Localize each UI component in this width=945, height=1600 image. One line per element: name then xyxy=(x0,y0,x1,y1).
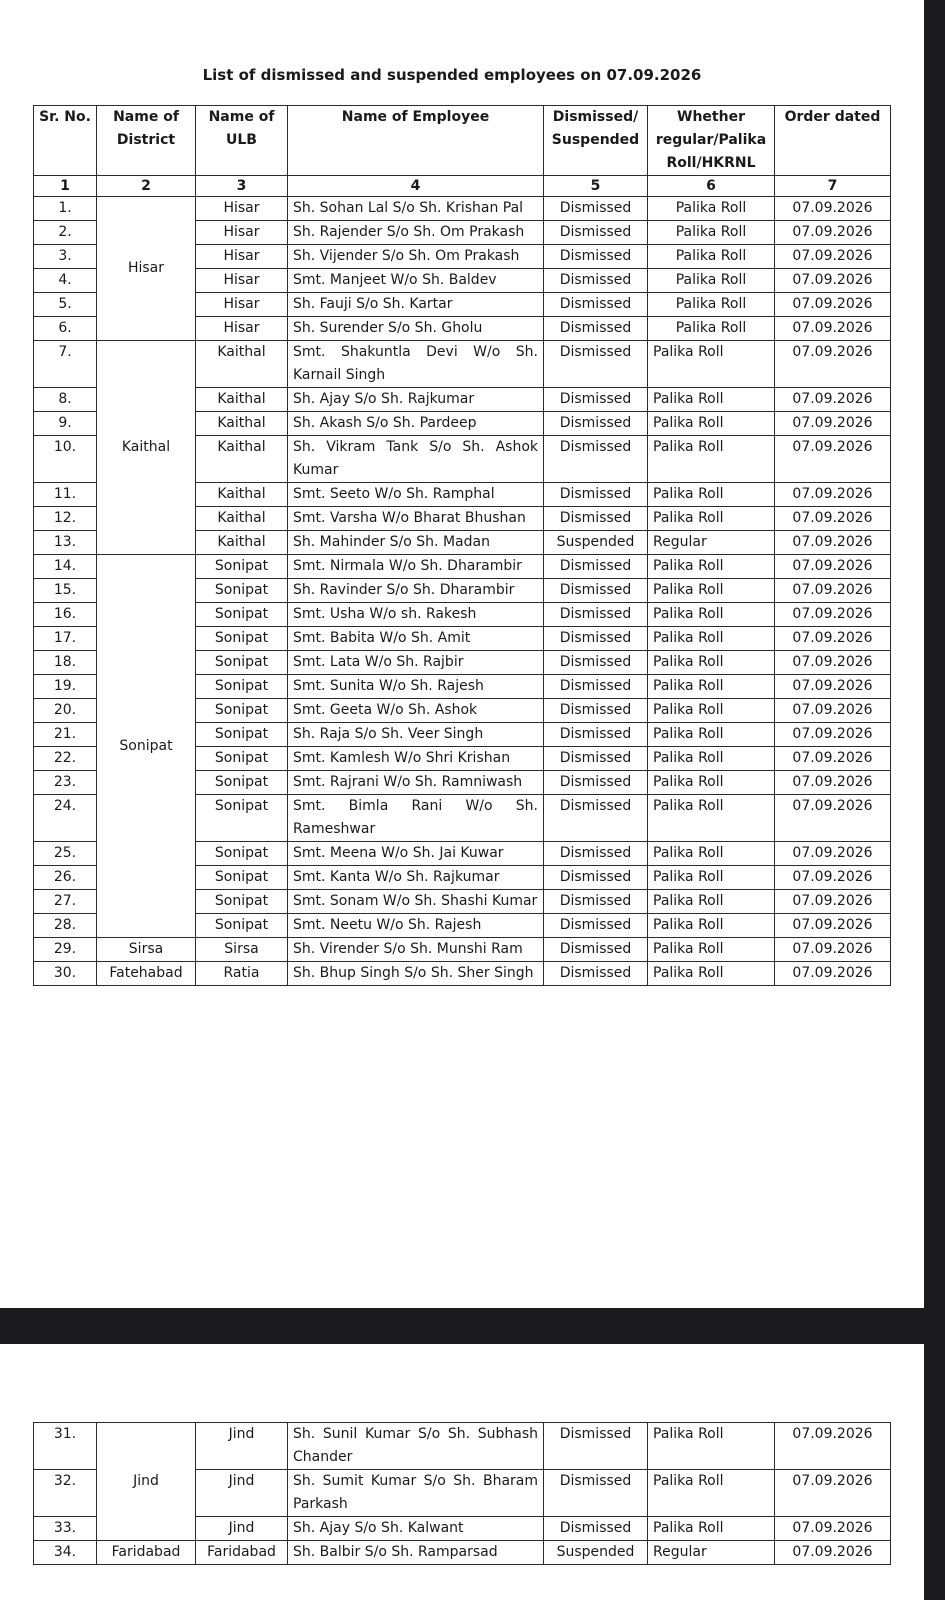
col-index: 2 xyxy=(97,176,196,197)
cell-order-date: 07.09.2026 xyxy=(775,747,891,771)
cell-employment-type: Palika Roll xyxy=(648,603,775,627)
cell-order-date: 07.09.2026 xyxy=(775,890,891,914)
cell-ulb: Kaithal xyxy=(196,388,288,412)
cell-employment-type: Palika Roll xyxy=(648,412,775,436)
cell-ulb: Sirsa xyxy=(196,938,288,962)
col-index: 3 xyxy=(196,176,288,197)
cell-sr-no: 2. xyxy=(34,221,97,245)
table-row xyxy=(34,938,891,962)
cell-status: Dismissed xyxy=(544,293,648,317)
cell-ulb: Jind xyxy=(196,1517,288,1541)
cell-ulb: Sonipat xyxy=(196,555,288,579)
cell-employee-name: Sh. Akash S/o Sh. Pardeep xyxy=(288,412,544,436)
cell-order-date: 07.09.2026 xyxy=(775,269,891,293)
cell-employee-name: Smt. Nirmala W/o Sh. Dharambir xyxy=(288,555,544,579)
cell-employment-type: Palika Roll xyxy=(648,627,775,651)
cell-employee-name: Sh. Vikram Tank S/o Sh. Ashok Kumar xyxy=(288,436,544,483)
cell-employee-name: Smt. Sonam W/o Sh. Shashi Kumar xyxy=(288,890,544,914)
header-district: Name of District xyxy=(97,106,196,176)
cell-ulb: Kaithal xyxy=(196,341,288,388)
cell-status: Dismissed xyxy=(544,962,648,986)
cell-ulb: Sonipat xyxy=(196,579,288,603)
cell-employment-type: Palika Roll xyxy=(648,747,775,771)
cell-employment-type: Palika Roll xyxy=(648,938,775,962)
header-sr-no: Sr. No. xyxy=(34,106,97,176)
cell-status: Dismissed xyxy=(544,1470,648,1517)
cell-order-date: 07.09.2026 xyxy=(775,1423,891,1470)
cell-order-date: 07.09.2026 xyxy=(775,675,891,699)
cell-order-date: 07.09.2026 xyxy=(775,436,891,483)
cell-status: Dismissed xyxy=(544,221,648,245)
cell-status: Dismissed xyxy=(544,842,648,866)
cell-order-date: 07.09.2026 xyxy=(775,627,891,651)
cell-sr-no: 25. xyxy=(34,842,97,866)
cell-employment-type: Palika Roll xyxy=(648,555,775,579)
cell-employment-type: Palika Roll xyxy=(648,675,775,699)
cell-employee-name: Smt. Seeto W/o Sh. Ramphal xyxy=(288,483,544,507)
header-ulb: Name of ULB xyxy=(196,106,288,176)
cell-employment-type: Palika Roll xyxy=(648,293,775,317)
header-employee: Name of Employee xyxy=(288,106,544,176)
cell-employee-name: Smt. Varsha W/o Bharat Bhushan xyxy=(288,507,544,531)
cell-status: Dismissed xyxy=(544,579,648,603)
cell-order-date: 07.09.2026 xyxy=(775,579,891,603)
employee-table xyxy=(33,105,891,986)
cell-status: Dismissed xyxy=(544,317,648,341)
cell-status: Dismissed xyxy=(544,723,648,747)
cell-sr-no: 11. xyxy=(34,483,97,507)
cell-district: Jind xyxy=(97,1423,196,1541)
cell-employee-name: Sh. Vijender S/o Sh. Om Prakash xyxy=(288,245,544,269)
cell-ulb: Sonipat xyxy=(196,651,288,675)
cell-order-date: 07.09.2026 xyxy=(775,914,891,938)
cell-ulb: Sonipat xyxy=(196,627,288,651)
cell-district: Kaithal xyxy=(97,341,196,555)
header-status: Dismissed/ Suspended xyxy=(544,106,648,176)
cell-sr-no: 27. xyxy=(34,890,97,914)
cell-employment-type: Palika Roll xyxy=(648,795,775,842)
cell-employee-name: Smt. Rajrani W/o Sh. Ramniwash xyxy=(288,771,544,795)
cell-sr-no: 13. xyxy=(34,531,97,555)
cell-status: Suspended xyxy=(544,1541,648,1565)
cell-employment-type: Palika Roll xyxy=(648,651,775,675)
cell-status: Dismissed xyxy=(544,197,648,221)
cell-employee-name: Smt. Kanta W/o Sh. Rajkumar xyxy=(288,866,544,890)
cell-status: Dismissed xyxy=(544,675,648,699)
cell-employee-name: Smt. Neetu W/o Sh. Rajesh xyxy=(288,914,544,938)
cell-order-date: 07.09.2026 xyxy=(775,938,891,962)
cell-district: Sirsa xyxy=(97,938,196,962)
cell-order-date: 07.09.2026 xyxy=(775,699,891,723)
cell-order-date: 07.09.2026 xyxy=(775,531,891,555)
cell-order-date: 07.09.2026 xyxy=(775,388,891,412)
cell-order-date: 07.09.2026 xyxy=(775,1470,891,1517)
cell-employment-type: Palika Roll xyxy=(648,436,775,483)
cell-sr-no: 22. xyxy=(34,747,97,771)
cell-ulb: Sonipat xyxy=(196,771,288,795)
cell-ulb: Sonipat xyxy=(196,699,288,723)
cell-ulb: Faridabad xyxy=(196,1541,288,1565)
cell-order-date: 07.09.2026 xyxy=(775,795,891,842)
employee-table-continued xyxy=(33,1422,891,1565)
cell-employee-name: Sh. Mahinder S/o Sh. Madan xyxy=(288,531,544,555)
cell-sr-no: 8. xyxy=(34,388,97,412)
cell-status: Dismissed xyxy=(544,555,648,579)
cell-sr-no: 12. xyxy=(34,507,97,531)
cell-employment-type: Palika Roll xyxy=(648,221,775,245)
cell-order-date: 07.09.2026 xyxy=(775,245,891,269)
cell-employee-name: Sh. Balbir S/o Sh. Ramparsad xyxy=(288,1541,544,1565)
cell-employment-type: Regular xyxy=(648,531,775,555)
cell-status: Dismissed xyxy=(544,627,648,651)
column-index-row xyxy=(34,176,891,197)
cell-district: Hisar xyxy=(97,197,196,341)
cell-sr-no: 15. xyxy=(34,579,97,603)
cell-employee-name: Sh. Rajender S/o Sh. Om Prakash xyxy=(288,221,544,245)
cell-employment-type: Palika Roll xyxy=(648,317,775,341)
cell-employment-type: Palika Roll xyxy=(648,1423,775,1470)
cell-ulb: Sonipat xyxy=(196,890,288,914)
cell-ulb: Jind xyxy=(196,1423,288,1470)
cell-employee-name: Sh. Ajay S/o Sh. Kalwant xyxy=(288,1517,544,1541)
cell-ulb: Ratia xyxy=(196,962,288,986)
cell-status: Dismissed xyxy=(544,388,648,412)
cell-employee-name: Smt. Shakuntla Devi W/o Sh. Karnail Singh xyxy=(288,341,544,388)
cell-employee-name: Smt. Geeta W/o Sh. Ashok xyxy=(288,699,544,723)
cell-status: Dismissed xyxy=(544,747,648,771)
cell-employee-name: Sh. Virender S/o Sh. Munshi Ram xyxy=(288,938,544,962)
cell-employee-name: Sh. Raja S/o Sh. Veer Singh xyxy=(288,723,544,747)
cell-employee-name: Smt. Usha W/o sh. Rakesh xyxy=(288,603,544,627)
cell-ulb: Hisar xyxy=(196,269,288,293)
cell-ulb: Kaithal xyxy=(196,531,288,555)
col-index: 6 xyxy=(648,176,775,197)
table-row xyxy=(34,341,891,388)
cell-order-date: 07.09.2026 xyxy=(775,221,891,245)
cell-status: Dismissed xyxy=(544,245,648,269)
cell-ulb: Kaithal xyxy=(196,483,288,507)
cell-employee-name: Sh. Surender S/o Sh. Gholu xyxy=(288,317,544,341)
cell-sr-no: 33. xyxy=(34,1517,97,1541)
cell-status: Dismissed xyxy=(544,938,648,962)
cell-order-date: 07.09.2026 xyxy=(775,866,891,890)
cell-employment-type: Palika Roll xyxy=(648,962,775,986)
cell-employee-name: Sh. Fauji S/o Sh. Kartar xyxy=(288,293,544,317)
cell-employee-name: Smt. Sunita W/o Sh. Rajesh xyxy=(288,675,544,699)
cell-sr-no: 6. xyxy=(34,317,97,341)
col-index: 5 xyxy=(544,176,648,197)
cell-employee-name: Smt. Meena W/o Sh. Jai Kuwar xyxy=(288,842,544,866)
cell-employment-type: Palika Roll xyxy=(648,341,775,388)
cell-employment-type: Palika Roll xyxy=(648,842,775,866)
cell-sr-no: 4. xyxy=(34,269,97,293)
cell-employment-type: Palika Roll xyxy=(648,890,775,914)
cell-status: Dismissed xyxy=(544,1423,648,1470)
cell-sr-no: 7. xyxy=(34,341,97,388)
cell-order-date: 07.09.2026 xyxy=(775,842,891,866)
frame-border-right xyxy=(924,0,945,1600)
cell-status: Dismissed xyxy=(544,795,648,842)
cell-employment-type: Palika Roll xyxy=(648,579,775,603)
cell-sr-no: 24. xyxy=(34,795,97,842)
cell-order-date: 07.09.2026 xyxy=(775,483,891,507)
cell-employment-type: Palika Roll xyxy=(648,197,775,221)
cell-order-date: 07.09.2026 xyxy=(775,651,891,675)
cell-employment-type: Palika Roll xyxy=(648,483,775,507)
cell-order-date: 07.09.2026 xyxy=(775,197,891,221)
cell-order-date: 07.09.2026 xyxy=(775,771,891,795)
cell-employment-type: Palika Roll xyxy=(648,699,775,723)
cell-order-date: 07.09.2026 xyxy=(775,293,891,317)
cell-employee-name: Smt. Kamlesh W/o Shri Krishan xyxy=(288,747,544,771)
table-row xyxy=(34,555,891,579)
cell-employment-type: Palika Roll xyxy=(648,507,775,531)
cell-ulb: Sonipat xyxy=(196,866,288,890)
cell-employment-type: Palika Roll xyxy=(648,1470,775,1517)
cell-sr-no: 30. xyxy=(34,962,97,986)
cell-district: Faridabad xyxy=(97,1541,196,1565)
cell-sr-no: 21. xyxy=(34,723,97,747)
cell-ulb: Sonipat xyxy=(196,723,288,747)
cell-employment-type: Regular xyxy=(648,1541,775,1565)
cell-employee-name: Sh. Ajay S/o Sh. Rajkumar xyxy=(288,388,544,412)
cell-employment-type: Palika Roll xyxy=(648,723,775,747)
cell-sr-no: 18. xyxy=(34,651,97,675)
cell-sr-no: 5. xyxy=(34,293,97,317)
cell-ulb: Kaithal xyxy=(196,507,288,531)
cell-sr-no: 31. xyxy=(34,1423,97,1470)
cell-status: Dismissed xyxy=(544,483,648,507)
cell-sr-no: 17. xyxy=(34,627,97,651)
cell-employment-type: Palika Roll xyxy=(648,269,775,293)
cell-employee-name: Smt. Bimla Rani W/o Sh. Rameshwar xyxy=(288,795,544,842)
cell-order-date: 07.09.2026 xyxy=(775,603,891,627)
cell-ulb: Hisar xyxy=(196,293,288,317)
cell-ulb: Sonipat xyxy=(196,914,288,938)
cell-ulb: Sonipat xyxy=(196,842,288,866)
cell-order-date: 07.09.2026 xyxy=(775,962,891,986)
cell-employee-name: Sh. Ravinder S/o Sh. Dharambir xyxy=(288,579,544,603)
cell-sr-no: 32. xyxy=(34,1470,97,1517)
cell-sr-no: 26. xyxy=(34,866,97,890)
cell-status: Dismissed xyxy=(544,651,648,675)
cell-status: Dismissed xyxy=(544,866,648,890)
cell-sr-no: 1. xyxy=(34,197,97,221)
cell-sr-no: 3. xyxy=(34,245,97,269)
cell-employee-name: Sh. Bhup Singh S/o Sh. Sher Singh xyxy=(288,962,544,986)
cell-employee-name: Smt. Manjeet W/o Sh. Baldev xyxy=(288,269,544,293)
cell-sr-no: 9. xyxy=(34,412,97,436)
cell-employee-name: Sh. Sumit Kumar S/o Sh. Bharam Parkash xyxy=(288,1470,544,1517)
cell-sr-no: 28. xyxy=(34,914,97,938)
cell-sr-no: 10. xyxy=(34,436,97,483)
cell-order-date: 07.09.2026 xyxy=(775,317,891,341)
cell-district: Sonipat xyxy=(97,555,196,938)
cell-status: Dismissed xyxy=(544,436,648,483)
cell-status: Dismissed xyxy=(544,699,648,723)
cell-employee-name: Sh. Sunil Kumar S/o Sh. Subhash Chander xyxy=(288,1423,544,1470)
cell-employee-name: Smt. Lata W/o Sh. Rajbir xyxy=(288,651,544,675)
cell-sr-no: 20. xyxy=(34,699,97,723)
cell-sr-no: 23. xyxy=(34,771,97,795)
cell-employment-type: Palika Roll xyxy=(648,771,775,795)
table-header-row xyxy=(34,106,891,176)
cell-sr-no: 16. xyxy=(34,603,97,627)
table-row xyxy=(34,1541,891,1565)
page-separator xyxy=(0,1308,945,1344)
cell-employment-type: Palika Roll xyxy=(648,866,775,890)
cell-order-date: 07.09.2026 xyxy=(775,341,891,388)
col-index: 7 xyxy=(775,176,891,197)
cell-order-date: 07.09.2026 xyxy=(775,507,891,531)
cell-district: Fatehabad xyxy=(97,962,196,986)
cell-employment-type: Palika Roll xyxy=(648,388,775,412)
cell-sr-no: 29. xyxy=(34,938,97,962)
cell-ulb: Sonipat xyxy=(196,675,288,699)
cell-status: Dismissed xyxy=(544,507,648,531)
cell-order-date: 07.09.2026 xyxy=(775,723,891,747)
cell-status: Dismissed xyxy=(544,269,648,293)
cell-status: Dismissed xyxy=(544,341,648,388)
cell-status: Dismissed xyxy=(544,1517,648,1541)
cell-employment-type: Palika Roll xyxy=(648,1517,775,1541)
cell-ulb: Jind xyxy=(196,1470,288,1517)
cell-order-date: 07.09.2026 xyxy=(775,1517,891,1541)
cell-ulb: Sonipat xyxy=(196,795,288,842)
table-row xyxy=(34,1423,891,1470)
cell-order-date: 07.09.2026 xyxy=(775,555,891,579)
cell-status: Dismissed xyxy=(544,890,648,914)
table-row xyxy=(34,962,891,986)
cell-sr-no: 14. xyxy=(34,555,97,579)
cell-status: Dismissed xyxy=(544,603,648,627)
cell-ulb: Sonipat xyxy=(196,603,288,627)
cell-ulb: Kaithal xyxy=(196,436,288,483)
cell-sr-no: 19. xyxy=(34,675,97,699)
header-order-date: Order dated xyxy=(775,106,891,176)
cell-order-date: 07.09.2026 xyxy=(775,412,891,436)
col-index: 4 xyxy=(288,176,544,197)
cell-status: Dismissed xyxy=(544,412,648,436)
cell-sr-no: 34. xyxy=(34,1541,97,1565)
header-type: Whether regular/Palika Roll/HKRNL xyxy=(648,106,775,176)
col-index: 1 xyxy=(34,176,97,197)
cell-ulb: Kaithal xyxy=(196,412,288,436)
cell-employment-type: Palika Roll xyxy=(648,245,775,269)
cell-order-date: 07.09.2026 xyxy=(775,1541,891,1565)
cell-employment-type: Palika Roll xyxy=(648,914,775,938)
table-row xyxy=(34,197,891,221)
cell-ulb: Hisar xyxy=(196,317,288,341)
cell-employee-name: Sh. Sohan Lal S/o Sh. Krishan Pal xyxy=(288,197,544,221)
document-title: List of dismissed and suspended employees on 07.09.2026 xyxy=(202,66,702,84)
cell-ulb: Hisar xyxy=(196,221,288,245)
cell-status: Dismissed xyxy=(544,771,648,795)
cell-ulb: Sonipat xyxy=(196,747,288,771)
cell-ulb: Hisar xyxy=(196,197,288,221)
cell-status: Dismissed xyxy=(544,914,648,938)
cell-ulb: Hisar xyxy=(196,245,288,269)
cell-status: Suspended xyxy=(544,531,648,555)
cell-employee-name: Smt. Babita W/o Sh. Amit xyxy=(288,627,544,651)
